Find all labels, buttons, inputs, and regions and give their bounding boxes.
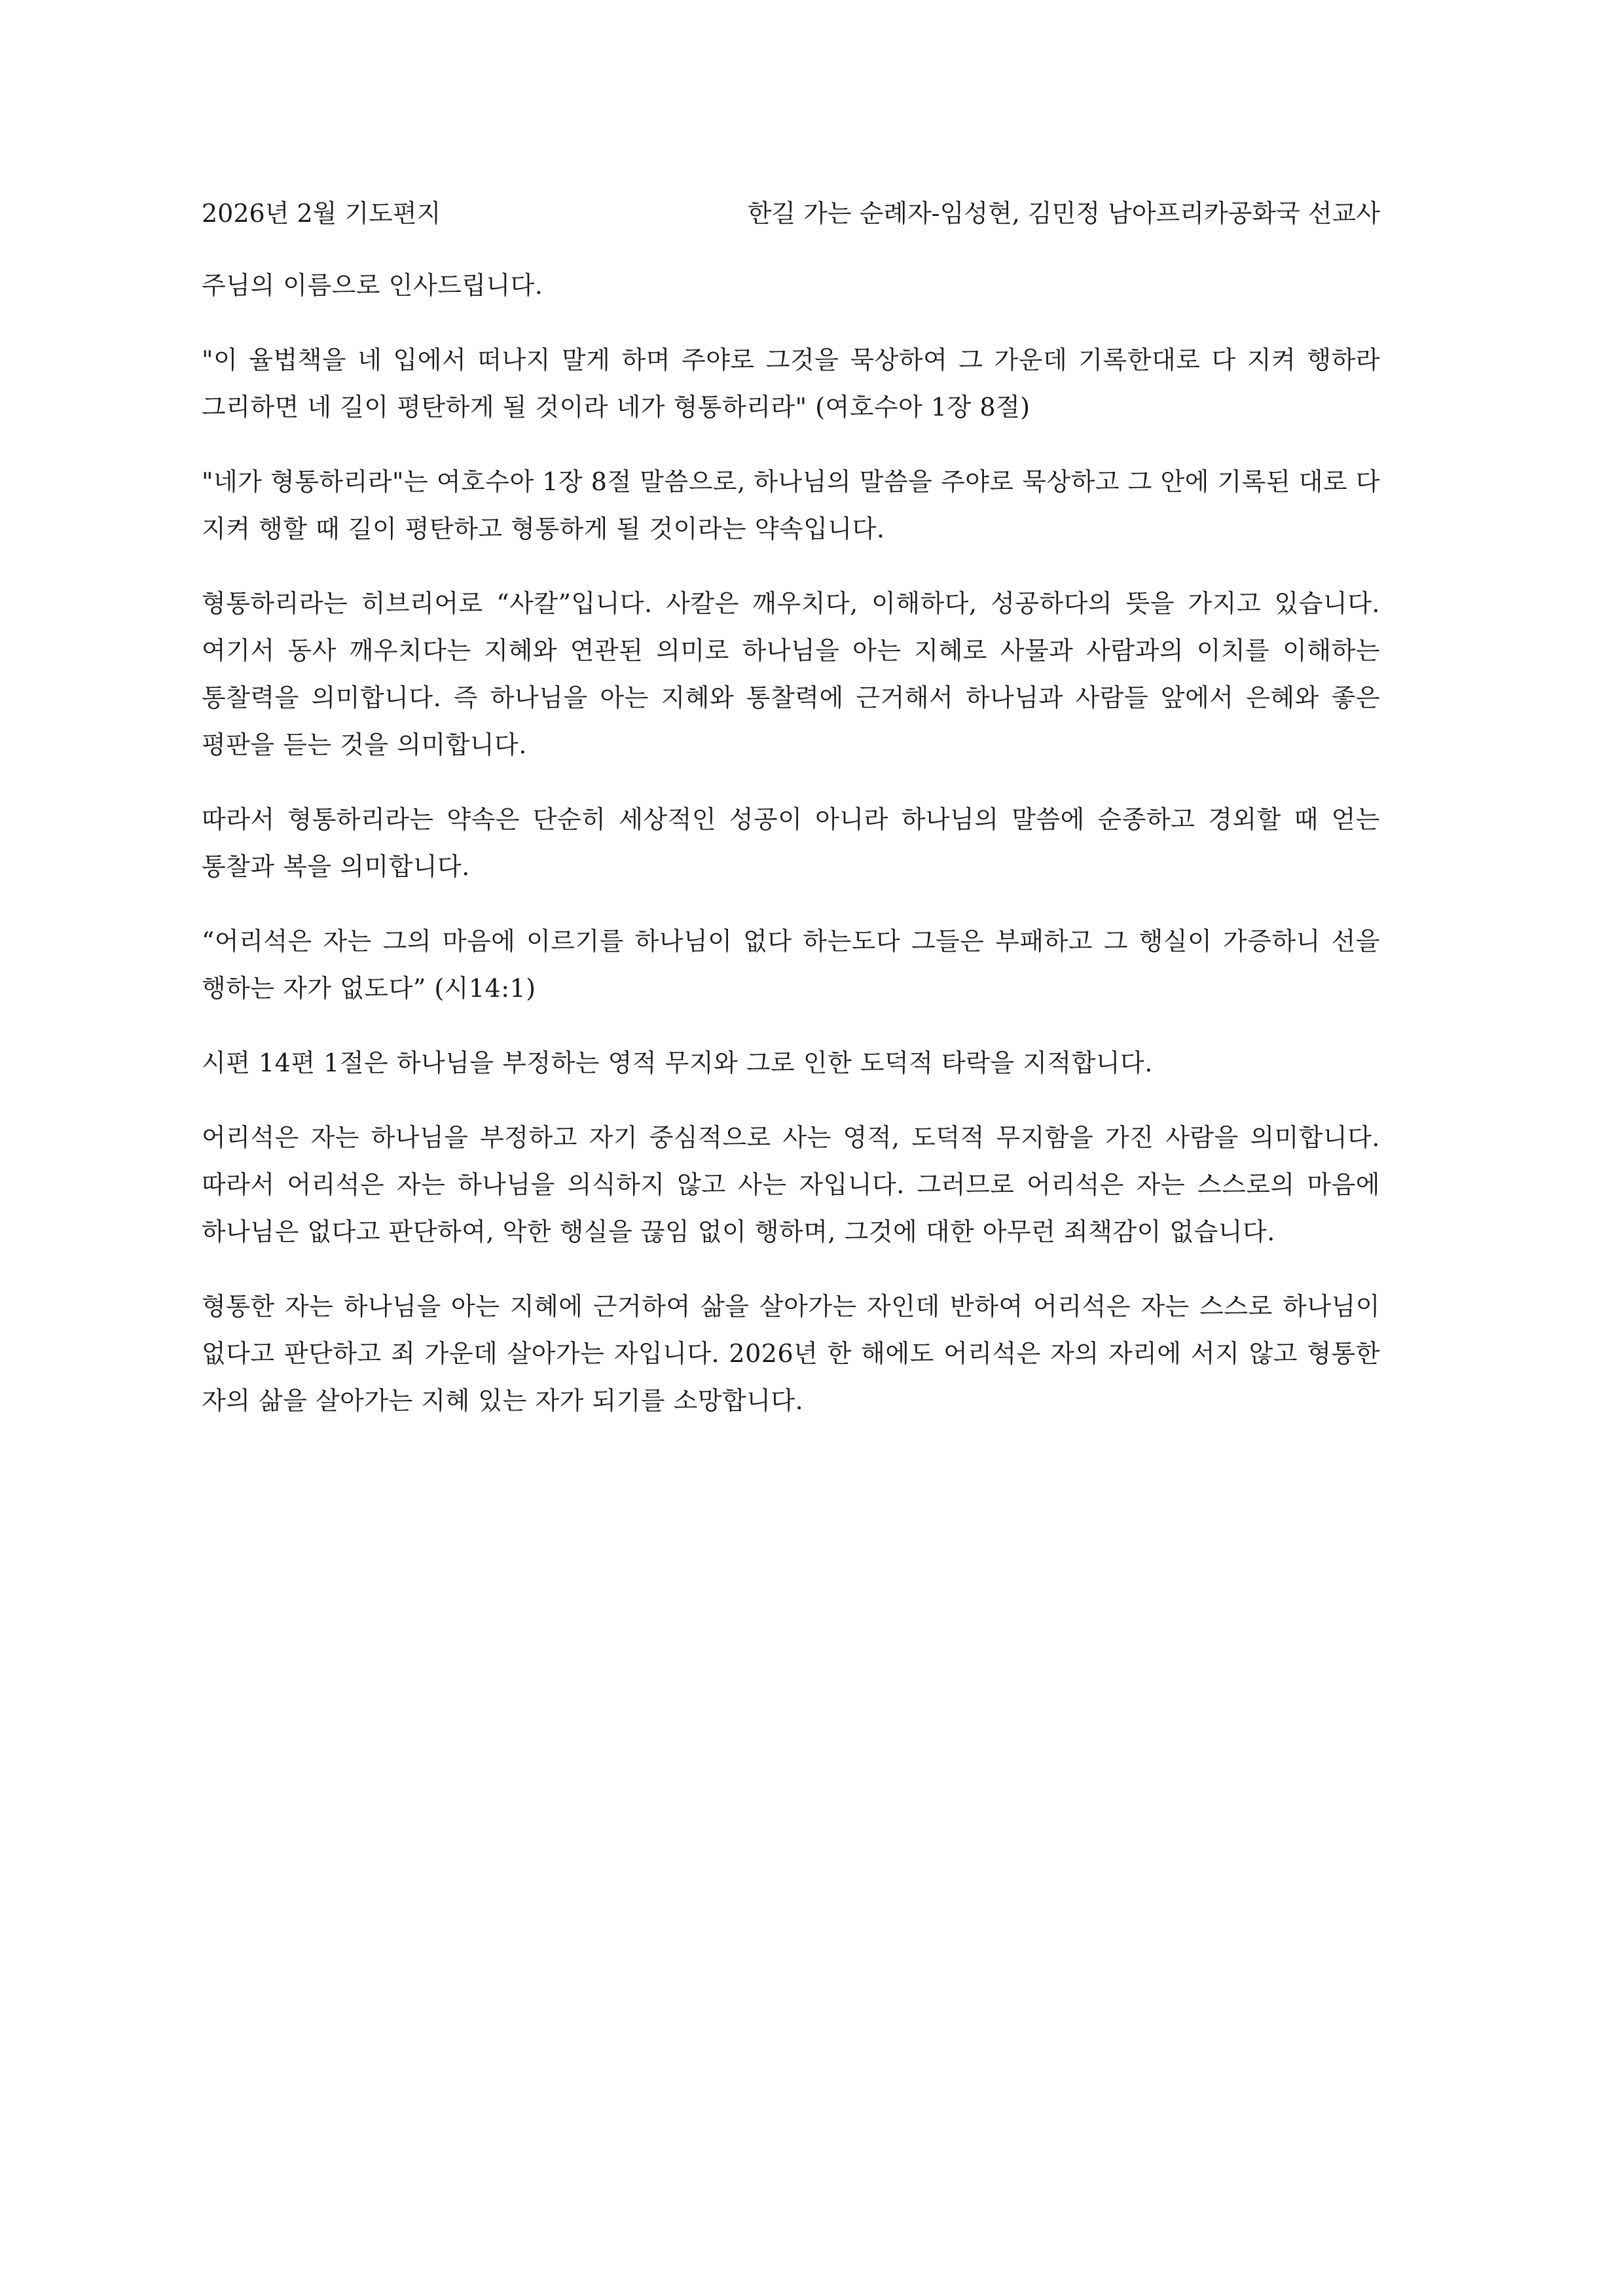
scripture-quote-joshua: "이 율법책을 네 입에서 떠나지 말게 하며 주야로 그것을 묵상하여 그 가운데 기록한대로 다 지켜 행하라 그리하면 네 길이 평탄하게 될 것이라 네가 형통하리라" (여호수아 1장 8절) bbox=[202, 346, 1380, 422]
paragraph-promise: "네가 형통하리라"는 여호수아 1장 8절 말씀으로, 하나님의 말씀을 주야로 묵상하고 그 안에 기록된 대로 다 지켜 행할 때 길이 평탄하고 형통하게 될 것이라는 약속입니다. bbox=[202, 467, 1380, 543]
missionary-signature-line: 한길 가는 순례자-임성현, 김민정 남아프리카공화국 선교사 bbox=[747, 199, 1380, 228]
paragraph-closing-hope: 형통한 자는 하나님을 아는 지혜에 근거하여 삶을 살아가는 자인데 반하여 어리석은 자는 스스로 하나님이 없다고 판단하고 죄 가운데 살아가는 자입니다. 2026년 한 해에도 어리석은 자의 자리에 서지 않고 형통한 자의 삶을 살아가는 지혜 있는 자가 되기를 소망합니다. bbox=[202, 1292, 1380, 1415]
greeting-paragraph: 주님의 이름으로 인사드립니다. bbox=[202, 271, 543, 300]
paragraph-sakal-meaning: 형통하리라는 히브리어로 “사칼”입니다. 사칼은 깨우치다, 이해하다, 성공하다의 뜻을 가지고 있습니다. 여기서 동사 깨우치다는 지혜와 연관된 의미로 하나님을 아는 지혜로 사물과 사람과의 이치를 이해하는 통찰력을 의미합니다. 즉 하나님을 아는 지혜와 통찰력에 근거해서 하나님과 사람들 앞에서 은혜와 좋은 평판을 듣는 것을 의미합니다. bbox=[202, 589, 1380, 759]
paragraph-psalm-explanation: 시편 14편 1절은 하나님을 부정하는 영적 무지와 그로 인한 도덕적 타락을 지적합니다. bbox=[202, 1049, 1153, 1077]
paragraph-foolish-person: 어리석은 자는 하나님을 부정하고 자기 중심적으로 사는 영적, 도덕적 무지함을 가진 사람을 의미합니다. 따라서 어리석은 자는 하나님을 의식하지 않고 사는 자입니다. 그러므로 어리석은 자는 스스로의 마음에 하나님은 없다고 판단하여, 악한 행실을 끊임 없이 행하며, 그것에 대한 아무런 죄책감이 없습니다. bbox=[202, 1123, 1380, 1246]
letter-page bbox=[202, 190, 1380, 1424]
scripture-quote-psalm: “어리석은 자는 그의 마음에 이르기를 하나님이 없다 하는도다 그들은 부패하고 그 행실이 가증하니 선을 행하는 자가 없도다” (시14:1) bbox=[202, 927, 1380, 1003]
paragraph-prosperity-meaning: 따라서 형통하리라는 약속은 단순히 세상적인 성공이 아니라 하나님의 말씀에 순종하고 경외할 때 얻는 통찰과 복을 의미합니다. bbox=[202, 805, 1380, 881]
letter-header bbox=[202, 190, 1380, 237]
letter-date-title: 2026년 2월 기도편지 bbox=[202, 199, 441, 228]
